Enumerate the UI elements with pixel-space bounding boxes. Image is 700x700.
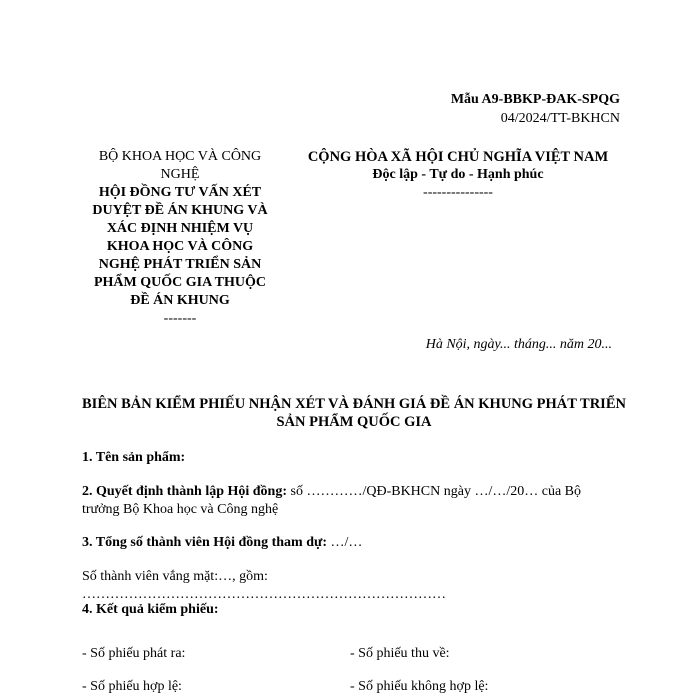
ballots-valid: - Số phiếu hợp lệ: [82,679,182,694]
place-date: Hà Nội, ngày... tháng... năm 20... [425,337,612,352]
ballots-invalid: - Số phiếu không hợp lệ: [350,679,489,694]
product-name-label: 1. Tên sản phẩm: [82,450,186,465]
council-name: HỘI ĐỒNG TƯ VẤN XÉT DUYỆT ĐỀ ÁN KHUNG VÀ XÁC ĐỊNH NHIỆM VỤ KHOA HỌC VÀ CÔNG NGHỆ PHÁT TRIỂN SẢN PHẨM QUỐC GIA THUỘC ĐỀ ÁN KHUNG [92,185,268,308]
decision-line [82,483,622,519]
members-label: 3. Tổng số thành viên Hội đồng tham dự: [82,535,328,550]
results-label: 4. Kết quả kiểm phiếu: [82,602,219,617]
national-motto: Độc lập - Tự do - Hạnh phúc [372,167,544,182]
country-name: CỘNG HÒA XÃ HỘI CHỦ NGHĨA VIỆT NAM [307,149,609,165]
circular-number: 04/2024/TT-BKHCN [500,111,620,126]
absent-text: Số thành viên vắng mặt:…, gồm: …………………………………………………………………… [82,569,446,602]
product-name-line [82,449,622,467]
members-text: …/… [327,535,363,550]
form-code-block [451,90,620,128]
right-header [288,148,628,202]
decision-text: số …………/QĐ-BKHCN ngày …/…/20… của Bộ trưởng Bộ Khoa học và Công nghệ [82,484,582,517]
ballots-issued: - Số phiếu phát ra: [82,646,186,661]
document-title: BIÊN BẢN KIỂM PHIẾU NHẬN XÉT VÀ ĐÁNH GIÁ ĐỀ ÁN KHUNG PHÁT TRIỂN SẢN PHẨM QUỐC GIA [82,396,626,430]
form-code: Mẫu A9-BBKP-ĐAK-SPQG [450,92,620,107]
ministry-name: BỘ KHOA HỌC VÀ CÔNG NGHỆ [98,149,262,182]
decision-label: 2. Quyết định thành lập Hội đồng: [82,484,288,499]
absent-line [82,568,622,604]
left-separator: ------- [163,311,197,326]
left-header [85,148,275,328]
right-separator: --------------- [423,185,493,200]
members-line [82,534,622,552]
results-line [82,601,622,619]
ballots-returned: - Số phiếu thu về: [350,646,450,661]
